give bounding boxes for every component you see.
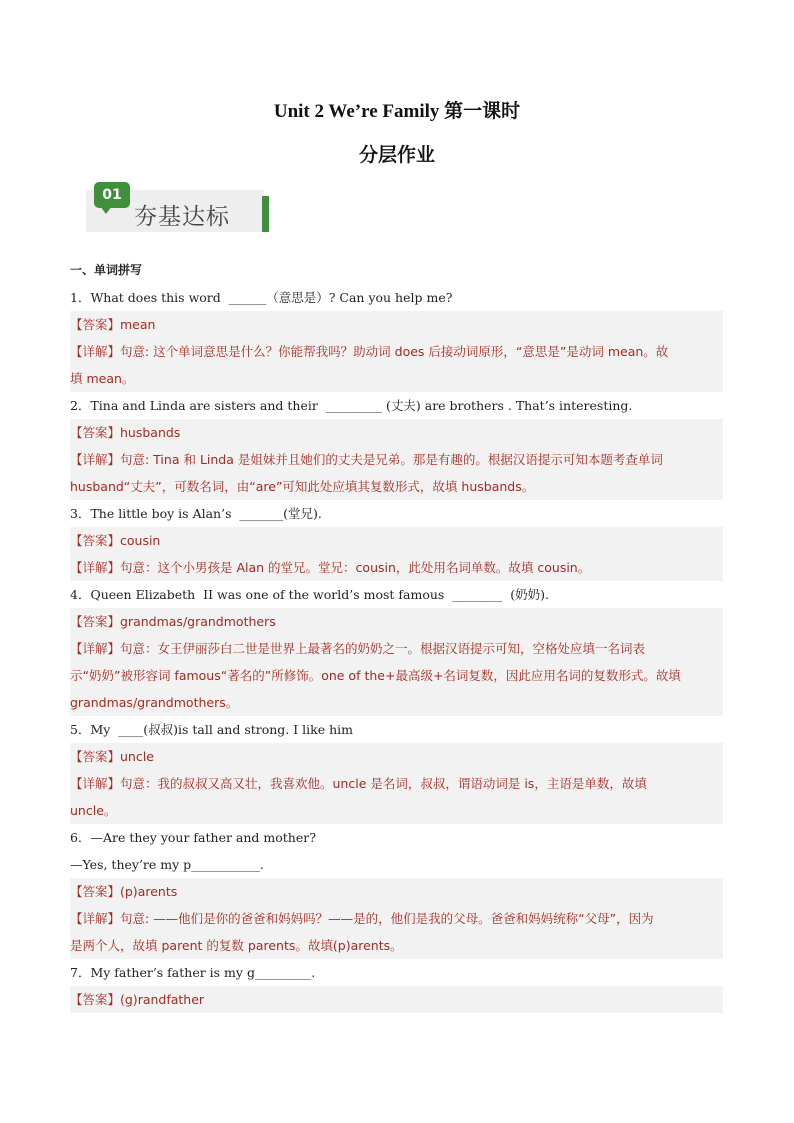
answer-line: 【答案】grandmas/grandmothers: [70, 614, 276, 629]
explanation-line: 【详解】句意: ——他们是你的爸爸和妈妈吗？——是的，他们是我的父母。爸爸和妈妈统称“父母”，因为: [70, 911, 654, 926]
answer-box: [70, 608, 723, 716]
answer-box: [70, 986, 723, 1013]
question-item: [70, 500, 723, 581]
question-text: 4．Queen Elizabeth II was one of the world’s most famous ________ (奶奶).: [70, 587, 549, 602]
explanation-line: 【详解】句意：我的叔叔又高又壮，我喜欢他。uncle 是名词，叔叔，谓语动词是 is，主语是单数，故填: [70, 776, 647, 791]
answer-line: 【答案】husbands: [70, 425, 181, 440]
explanation-line: 【详解】句意: Tina 和 Linda 是姐妹并且她们的丈夫是兄弟。那是有趣的。根据汉语提示可知本题考查单词: [70, 452, 663, 467]
question-text: —Yes, they’re my p___________.: [70, 857, 264, 872]
answer-line: 【答案】cousin: [70, 533, 161, 548]
question-text: 6．—Are they your father and mother?: [70, 830, 316, 845]
question-item: [70, 959, 723, 1013]
answer-line: 【答案】uncle: [70, 749, 154, 764]
question-text: 7．My father’s father is my g_________.: [70, 965, 316, 980]
banner-accent-bar: [262, 196, 269, 232]
answer-box: [70, 419, 723, 500]
question-text: 3．The little boy is Alan’s _______(堂兄).: [70, 506, 322, 521]
answer-line: 【答案】mean: [70, 317, 156, 332]
document-title: Unit 2 We’re Family 第一课时: [273, 101, 521, 122]
badge-pointer-icon: [100, 206, 112, 214]
question-item: [70, 824, 723, 959]
explanation-line: 【详解】句意：这个小男孩是 Alan 的堂兄。堂兄：cousin，此处用名词单数。故填 cousin。: [70, 560, 591, 575]
answer-line: 【答案】(p)arents: [70, 884, 178, 899]
document-subtitle: 分层作业: [358, 144, 435, 166]
question-text: 2．Tina and Linda are sisters and their _________ (丈夫) are brothers . That’s interesting.: [70, 398, 633, 413]
explanation-line: 是两个人，故填 parent 的复数 parents。故填(p)arents。: [70, 938, 403, 953]
answer-box: [70, 311, 723, 392]
explanation-line: 填 mean。: [70, 371, 135, 386]
question-item: [70, 284, 723, 392]
question-item: [70, 392, 723, 500]
question-item: [70, 581, 723, 716]
question-item: [70, 716, 723, 824]
answer-box: [70, 527, 723, 581]
question-text: 1．What does this word ______（意思是）? Can you help me?: [70, 290, 453, 305]
exercise-content: [70, 257, 723, 1013]
question-text: 5．My ____(叔叔)is tall and strong. I like him: [70, 722, 354, 737]
section-heading: 一、单词拼写: [70, 263, 143, 277]
banner-number-badge: 01: [94, 182, 130, 208]
section-banner: [86, 182, 271, 234]
banner-label: 夯基达标: [134, 204, 230, 230]
answer-line: 【答案】(g)randfather: [70, 992, 205, 1007]
question-list: [70, 284, 723, 1013]
answer-box: [70, 878, 723, 959]
explanation-line: uncle。: [70, 803, 117, 818]
answer-box: [70, 743, 723, 824]
explanation-line: husband“丈夫”，可数名词，由“are”可知此处应填其复数形式，故填 husbands。: [70, 479, 535, 494]
explanation-line: 【详解】句意: 这个单词意思是什么？你能帮我吗？助动词 does 后接动词原形，“意思是”是动词 mean。故: [70, 344, 669, 359]
explanation-line: grandmas/grandmothers。: [70, 695, 239, 710]
explanation-line: 示“奶奶”被形容词 famous“著名的”所修饰。one of the+最高级+名词复数，因此应用名词的复数形式。故填: [70, 668, 681, 683]
explanation-line: 【详解】句意：女王伊丽莎白二世是世界上最著名的奶奶之一。根据汉语提示可知，空格处应填一名词表: [70, 641, 646, 656]
